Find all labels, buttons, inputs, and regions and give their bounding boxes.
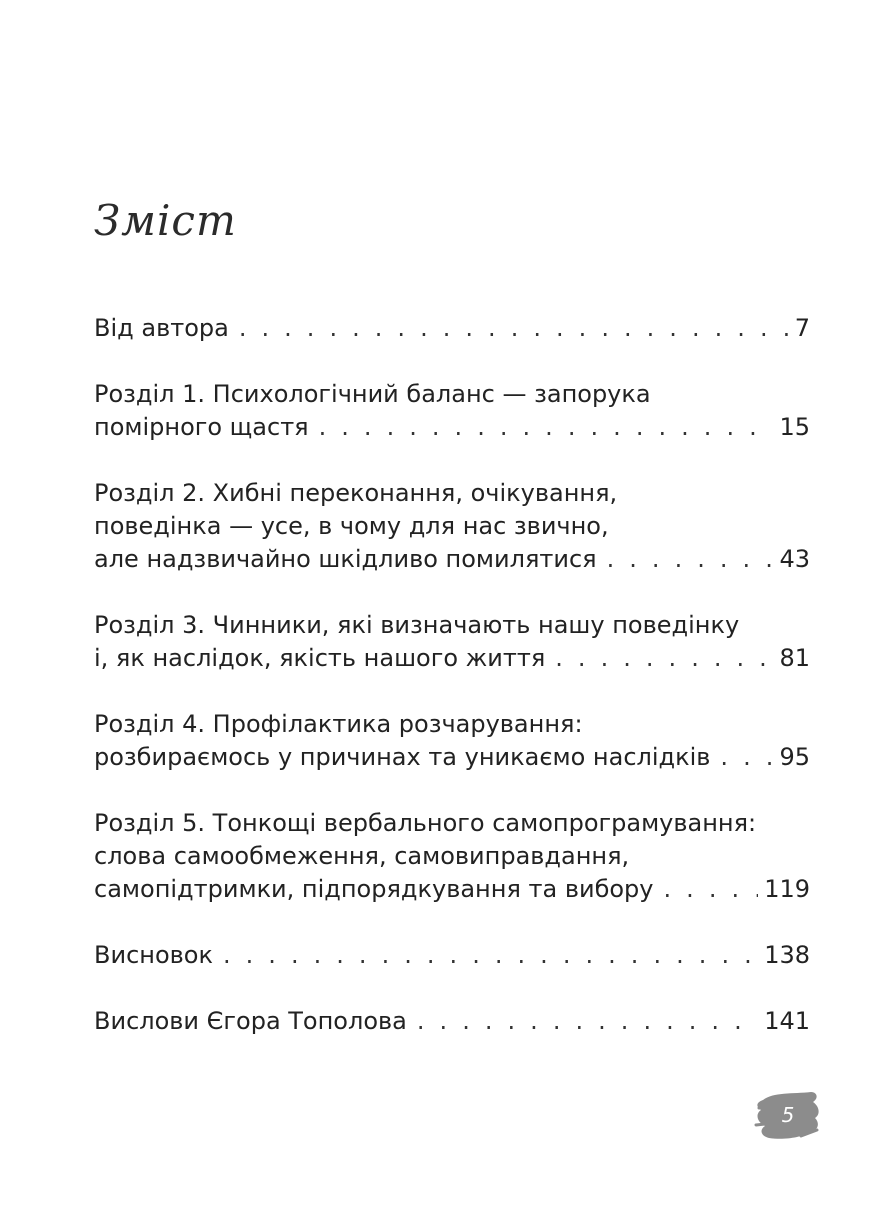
toc-entry-last-line <box>94 411 810 444</box>
dot-leader <box>417 1005 758 1038</box>
toc-entry-foreword[interactable] <box>94 312 810 345</box>
dot-leader <box>555 642 773 675</box>
toc-entry-text: Розділ 2. Хибні переконання, очікування, <box>94 479 618 507</box>
toc-entry-text: Розділ 4. Профілактика розчарування: <box>94 710 583 738</box>
toc-entry-text: самопідтримки, підпорядкування та вибору <box>94 875 654 903</box>
dot-leader <box>607 543 774 576</box>
toc-title: Зміст <box>94 196 237 245</box>
toc-entry-last-line <box>94 1005 810 1038</box>
toc-entry-text: Вислови Єгора Тополова <box>94 1007 407 1035</box>
toc-entry-text: Висновок <box>94 941 213 969</box>
dot-leader <box>664 873 759 906</box>
toc-entry-conclusion[interactable] <box>94 939 810 972</box>
toc-page-number: 119 <box>764 875 810 903</box>
toc-entry-text: розбираємось у причинах та уникаємо наслідків <box>94 743 711 771</box>
toc-entry-text: Розділ 1. Психологічний баланс — запорука <box>94 380 651 408</box>
toc-page-number: 95 <box>779 743 810 771</box>
toc-entry-text: але надзвичайно шкідливо помилятися <box>94 545 597 573</box>
toc-entry-text: Від автора <box>94 314 229 342</box>
toc-entry-last-line <box>94 939 810 972</box>
toc-entry-last-line <box>94 741 810 774</box>
toc-entry-last-line <box>94 873 810 906</box>
toc-entry-last-line <box>94 642 810 675</box>
toc-entry-text: і, як наслідок, якість нашого життя <box>94 644 546 672</box>
toc-entry-last-line <box>94 543 810 576</box>
toc-entry-chapter-3[interactable] <box>94 609 810 675</box>
page-number-badge <box>753 1086 823 1144</box>
toc-entry-text: поведінка — усе, в чому для нас звично, <box>94 512 609 540</box>
toc-entry-chapter-5[interactable] <box>94 807 810 906</box>
toc-entry-last-line <box>94 312 810 345</box>
toc-page-number: 141 <box>764 1007 810 1035</box>
toc-entry-text: помірного щастя <box>94 413 309 441</box>
toc-page-number: 15 <box>779 413 810 441</box>
toc-entry-chapter-1[interactable] <box>94 378 810 444</box>
toc-entry-text: Розділ 3. Чинники, які визначають нашу поведінку <box>94 611 740 639</box>
dot-leader <box>223 939 758 972</box>
page-number: 5 <box>781 1103 795 1127</box>
dot-leader <box>239 312 789 345</box>
toc-entry-text: слова самообмеження, самовиправдання, <box>94 842 630 870</box>
toc-entry-chapter-2[interactable] <box>94 477 810 576</box>
toc-entry-chapter-4[interactable] <box>94 708 810 774</box>
dot-leader <box>319 411 774 444</box>
toc-page-number: 81 <box>779 644 810 672</box>
toc-entry-text: Розділ 5. Тонкощі вербального самопрограмування: <box>94 809 757 837</box>
table-of-contents <box>94 312 810 1038</box>
toc-entry-quotes[interactable] <box>94 1005 810 1038</box>
toc-page-number: 7 <box>794 314 810 342</box>
dot-leader <box>720 741 773 774</box>
toc-page-number: 138 <box>764 941 810 969</box>
toc-page-number: 43 <box>779 545 810 573</box>
